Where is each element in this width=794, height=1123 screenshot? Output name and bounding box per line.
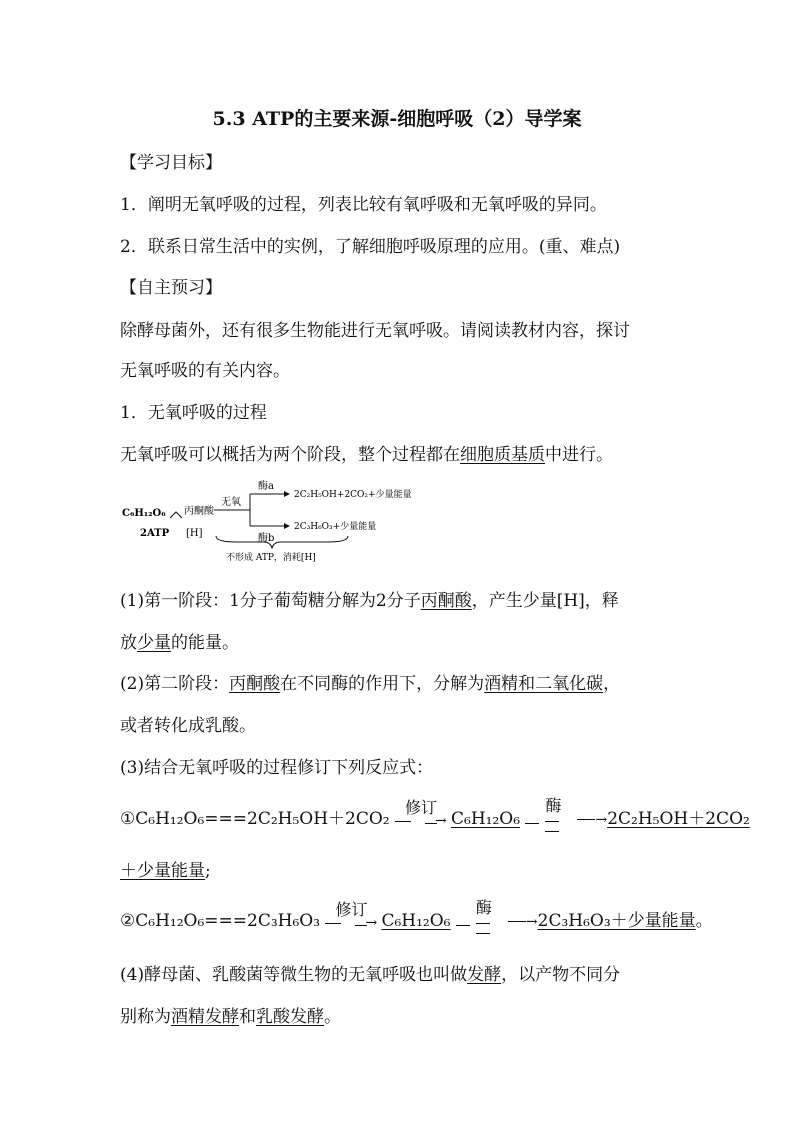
stage2-comma: ， — [603, 674, 621, 694]
diagram-arrowhead-b — [284, 523, 290, 529]
enzyme-arrow-2 — [456, 897, 508, 937]
summary-text-end: 中进行。 — [545, 445, 613, 465]
heading-process: 1．无氧呼吸的过程 — [120, 403, 267, 423]
ferm-text-3: 别称为 — [120, 1007, 171, 1027]
diagram-arrowhead-a — [284, 491, 290, 497]
eq1-product: 2C₂H₅OH＋2CO₂ — [607, 809, 750, 829]
answer-pyruvate: 丙酮酸 — [420, 591, 472, 611]
eq1-reactant: C₆H₁₂O₆ — [451, 809, 521, 829]
diagram-product-a: 2C₂H₅OH+2CO₂+少量能量 — [294, 490, 412, 500]
section-preview-heading: 【自主预习】 — [120, 278, 222, 298]
answer-alcohol-co2: 酒精和二氧化碳 — [484, 674, 604, 694]
stage1-text-3: 放 — [120, 633, 137, 653]
diagram-note: 不形成 ATP，消耗[H] — [226, 553, 316, 563]
eq2-product: 2C₃H₆O₃＋少量能量 — [537, 911, 696, 931]
enzyme-label-2: 酶 — [475, 897, 492, 917]
diagram-enzyme-b: 酶b — [258, 533, 275, 544]
answer-little: 少量 — [137, 633, 171, 653]
answer-cytoplasm: 细胞质基质 — [460, 445, 545, 465]
eq2-original: ②C₆H₁₂O₆===2C₃H₆O₃ — [120, 911, 321, 931]
fermentation-line2 — [120, 1002, 341, 1027]
fermentation-line1 — [120, 960, 620, 985]
eq1-energy: ＋少量能量 — [120, 861, 205, 881]
arrow-head-icon: → — [435, 812, 447, 829]
arrow-head-icon: → — [365, 914, 378, 931]
eq1-end: ; — [205, 861, 211, 881]
revise-arrow-1 — [395, 797, 451, 835]
goal-1: 1．阐明无氧呼吸的过程，列表比较有氧呼吸和无氧呼吸的异同。 — [120, 195, 607, 215]
eq1-original: ①C₆H₁₂O₆===2C₂H₅OH＋2CO₂ — [120, 809, 390, 829]
equation-1-cont — [120, 856, 211, 881]
revise-arrow-2 — [325, 899, 381, 937]
anaerobic-process-diagram — [118, 478, 412, 564]
diagram-atp: 2ATP — [140, 528, 170, 539]
stage1-line2 — [120, 628, 239, 653]
ferm-end: 。 — [324, 1007, 341, 1027]
equation-2: ②C₆H₁₂O₆===2C₃H₆O₃ 修订 → C₆H₁₂O₆ 酶 →2C₃H₆O₃＋少量能量。 — [120, 906, 713, 937]
goal-2: 2．联系日常生活中的实例，了解细胞呼吸原理的应用。(重、难点) — [120, 237, 621, 257]
summary-text: 无氧呼吸可以概括为两个阶段，整个过程都在 — [120, 445, 460, 465]
intro-line-2: 无氧呼吸的有关内容。 — [120, 361, 290, 381]
stage2-text: (2)第二阶段： — [120, 674, 230, 694]
stage2-line2: 或者转化成乳酸。 — [120, 716, 256, 736]
section-goals-heading: 【学习目标】 — [120, 153, 222, 173]
enzyme-arrow-1 — [525, 795, 577, 835]
ferm-text: (4)酵母菌、乳酸菌等微生物的无氧呼吸也叫做 — [120, 965, 468, 985]
answer-lactic-fermentation: 乳酸发酵 — [256, 1007, 324, 1027]
eq2-end: 。 — [695, 911, 713, 931]
diagram-pyruvate: 丙酮酸 — [184, 506, 214, 517]
answer-fermentation: 发酵 — [467, 965, 502, 985]
stage1-line1 — [120, 586, 619, 611]
stage1-text-2: ，产生少量[H]，释 — [471, 591, 619, 611]
enzyme-label-1: 酶 — [545, 795, 562, 815]
stage2-text-2: 在不同酶的作用下，分解为 — [280, 674, 485, 694]
stage2-line1 — [120, 669, 620, 694]
ferm-and: 和 — [239, 1007, 256, 1027]
stage1-text-4: 的能量。 — [171, 633, 239, 653]
diagram-brace — [216, 536, 348, 548]
stage1-text: (1)第一阶段：1分子葡萄糖分解为2分子 — [120, 591, 421, 611]
revise-label-2: 修订 — [335, 899, 368, 919]
diagram-split-arrow — [170, 512, 182, 518]
intro-line-1: 除酵母菌外，还有很多生物能进行无氧呼吸。请阅读教材内容，探讨 — [120, 321, 630, 341]
eq2-reactant: C₆H₁₂O₆ — [381, 911, 451, 931]
stage3-line: (3)结合无氧呼吸的过程修订下列反应式： — [120, 758, 434, 778]
diagram-glucose: C₆H₁₂O₆ — [122, 508, 166, 519]
diagram-h: [H] — [186, 528, 203, 539]
diagram-enzyme-a: 酶a — [258, 481, 274, 492]
ferm-text-2: ，以产物不同分 — [501, 965, 621, 985]
diagram-product-b: 2C₃H₆O₃+少量能量 — [294, 522, 377, 532]
answer-pyruvate-2: 丙酮酸 — [229, 674, 281, 694]
answer-alcohol-fermentation: 酒精发酵 — [171, 1007, 239, 1027]
summary-line — [120, 440, 613, 465]
diagram-anaerobic-label: 无氧 — [221, 497, 241, 508]
page-title: 5.3 ATP的主要来源-细胞呼吸（2）导学案 — [212, 108, 582, 130]
revise-label-1: 修订 — [405, 797, 438, 817]
equation-1: ①C₆H₁₂O₆===2C₂H₅OH＋2CO₂ 修订 → C₆H₁₂O₆ 酶 →2C₂H₅OH＋2CO₂ — [120, 804, 750, 835]
